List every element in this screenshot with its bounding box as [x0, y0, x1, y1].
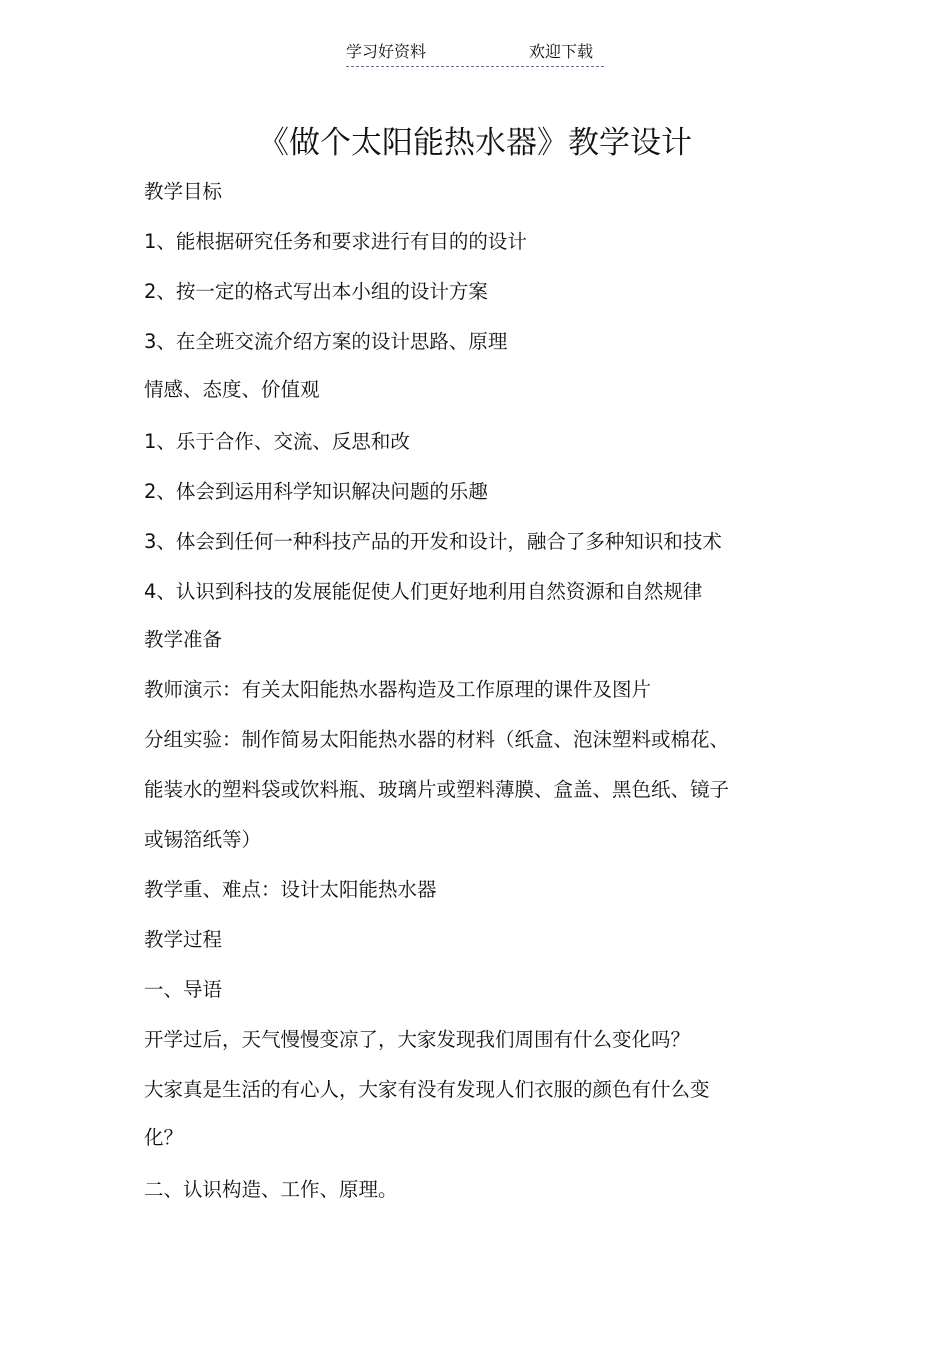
introduction-paragraph-2-line-2: 化？	[144, 1126, 184, 1149]
preparation-group-experiment-line-1: 分组实验：制作简易太阳能热水器的材料（纸盒、泡沫塑料或棉花、	[144, 728, 730, 751]
document-title: 《做个太阳能热水器》教学设计	[258, 125, 692, 161]
header-left-text: 学习好资料	[346, 42, 427, 61]
attitude-item-2: 2、体会到运用科学知识解决问题的乐趣	[144, 480, 488, 503]
attitude-item-1: 1、乐于合作、交流、反思和改	[144, 430, 410, 453]
goal-item-1: 1、能根据研究任务和要求进行有目的的设计	[144, 230, 527, 253]
attitude-item-3: 3、体会到任何一种科技产品的开发和设计，融合了多种知识和技术	[144, 530, 722, 553]
heading-attitudes-values: 情感、态度、价值观	[144, 378, 320, 401]
attitude-item-4: 4、认识到科技的发展能促使人们更好地利用自然资源和自然规律	[144, 580, 703, 603]
key-difficult-points: 教学重、难点：设计太阳能热水器	[144, 878, 437, 901]
introduction-paragraph-2-line-1: 大家真是生活的有心人，大家有没有发现人们衣服的颜色有什么变	[144, 1078, 710, 1101]
heading-teaching-goals: 教学目标	[144, 180, 223, 203]
preparation-group-experiment-line-2: 能装水的塑料袋或饮料瓶、玻璃片或塑料薄膜、盒盖、黑色纸、镜子	[144, 778, 730, 801]
heading-teaching-preparation: 教学准备	[144, 628, 223, 651]
preparation-group-experiment-line-3: 或锡箔纸等）	[144, 828, 262, 851]
preparation-teacher-demo: 教师演示：有关太阳能热水器构造及工作原理的课件及图片	[144, 678, 652, 701]
header-right-text: 欢迎下载	[529, 42, 594, 61]
introduction-paragraph-1: 开学过后，天气慢慢变凉了，大家发现我们周围有什么变化吗？	[144, 1028, 691, 1051]
section-structure-principle: 二、认识构造、工作、原理。	[144, 1178, 398, 1201]
goal-item-2: 2、按一定的格式写出本小组的设计方案	[144, 280, 488, 303]
section-introduction: 一、导语	[144, 978, 223, 1001]
goal-item-3: 3、在全班交流介绍方案的设计思路、原理	[144, 330, 508, 353]
page-header	[346, 40, 604, 67]
heading-teaching-process: 教学过程	[144, 928, 223, 951]
